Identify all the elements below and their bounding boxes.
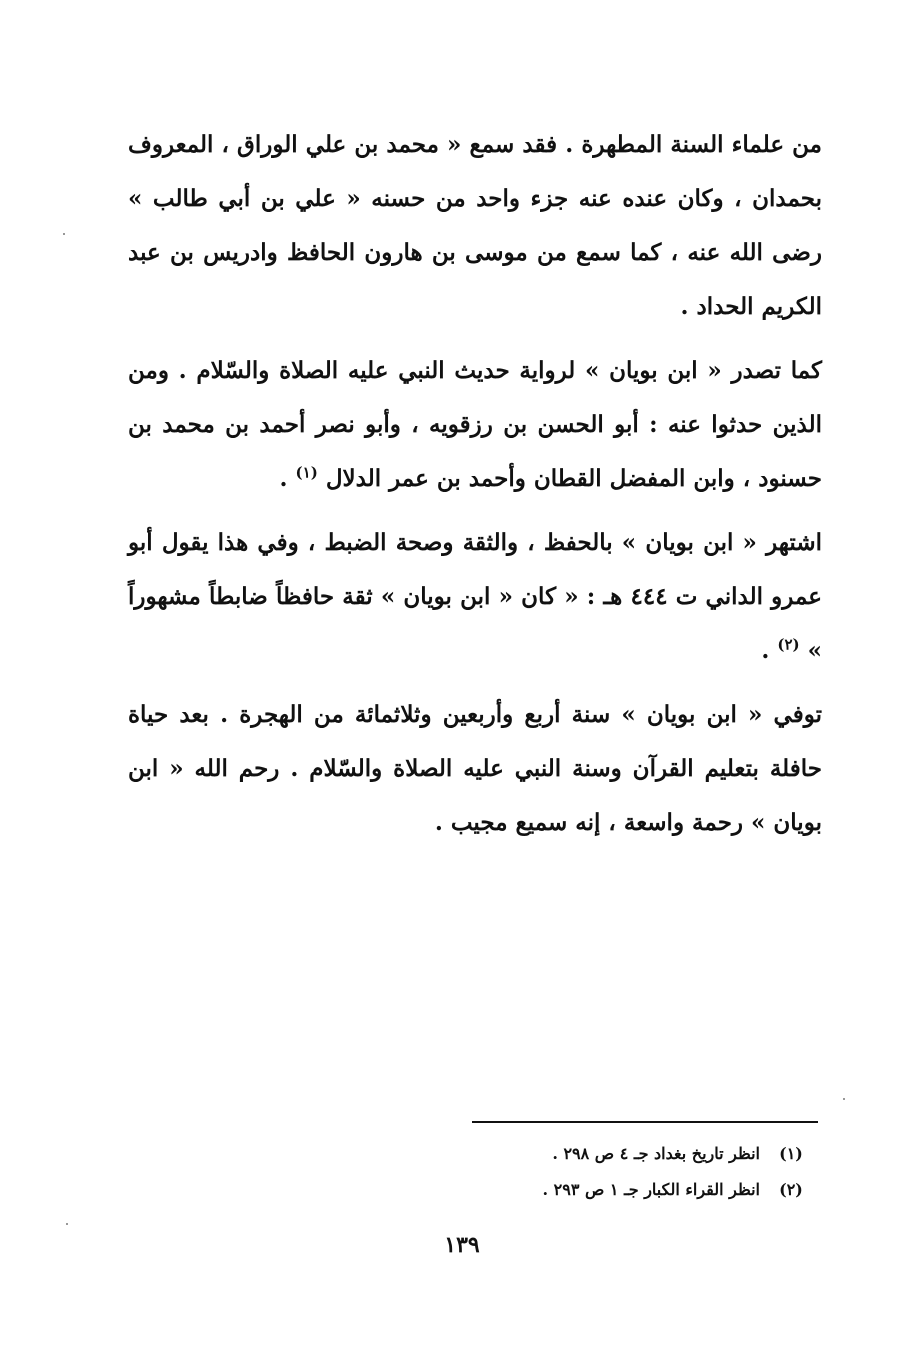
- paragraph-1-text: من علماء السنة المطهرة . فقد سمع « محمد بن علي الوراق ، المعروف بحمدان ، وكان عنده عنه جزء واحد من حسنه « علي بن أبي طالب » رضى الله عنه ، كما سمع من موسى بن هارون الحافظ وادريس بن عبد الكريم الحداد .: [128, 131, 822, 320]
- footnote-2: [430, 1172, 822, 1208]
- footnote-1-number: (١): [779, 1144, 803, 1163]
- paragraph-3: [128, 516, 822, 678]
- scan-speck: [66, 1223, 68, 1225]
- paragraph-2-text: كما تصدر « ابن بويان » لرواية حديث النبي عليه الصلاة والسّلام . ومن الذين حدثوا عنه : أبو الحسن بن رزقويه ، وأبو نصر أحمد بن محمد بن حسنود ، وابن المفضل القطان وأحمد بن عمر الدلال: [128, 357, 822, 492]
- paragraph-2: [128, 344, 822, 506]
- paragraph-4-text: توفي « ابن بويان » سنة أربع وأربعين وثلاثمائة من الهجرة . بعد حياة حافلة بتعليم القرآن وسنة النبي عليه الصلاة والسّلام . رحم الله « ابن بويان » رحمة واسعة ، إنه سميع مجيب .: [128, 701, 822, 836]
- footnote-2-number: (٢): [779, 1180, 803, 1199]
- paragraph-4: [128, 688, 822, 850]
- footnotes: [430, 1136, 822, 1208]
- paragraph-2-tail: .: [279, 465, 296, 492]
- paragraph-1: [128, 118, 822, 334]
- footnote-divider: [472, 1121, 818, 1123]
- footnote-1-text: انظر تاريخ بغداد جـ ٤ ص ٢٩٨ .: [552, 1144, 760, 1163]
- footnote-reference-1: (١): [295, 463, 318, 482]
- paragraph-3-tail: .: [761, 637, 778, 664]
- footnote-1: [430, 1136, 822, 1172]
- footnote-2-text: انظر القراء الكبار جـ ١ ص ٢٩٣ .: [542, 1180, 760, 1199]
- scan-speck: [843, 1098, 845, 1100]
- page-number: ١٣٩: [444, 1232, 480, 1258]
- main-text: [128, 118, 822, 860]
- footnote-reference-2: (٢): [777, 635, 800, 654]
- paragraph-3-text: اشتهر « ابن بويان » بالحفظ ، والثقة وصحة الضبط ، وفي هذا يقول أبو عمرو الداني ت ٤٤٤ هـ : « كان « ابن بويان » ثقة حافظاً ضابطاً مشهوراً »: [128, 529, 822, 664]
- scan-speck: [63, 233, 65, 235]
